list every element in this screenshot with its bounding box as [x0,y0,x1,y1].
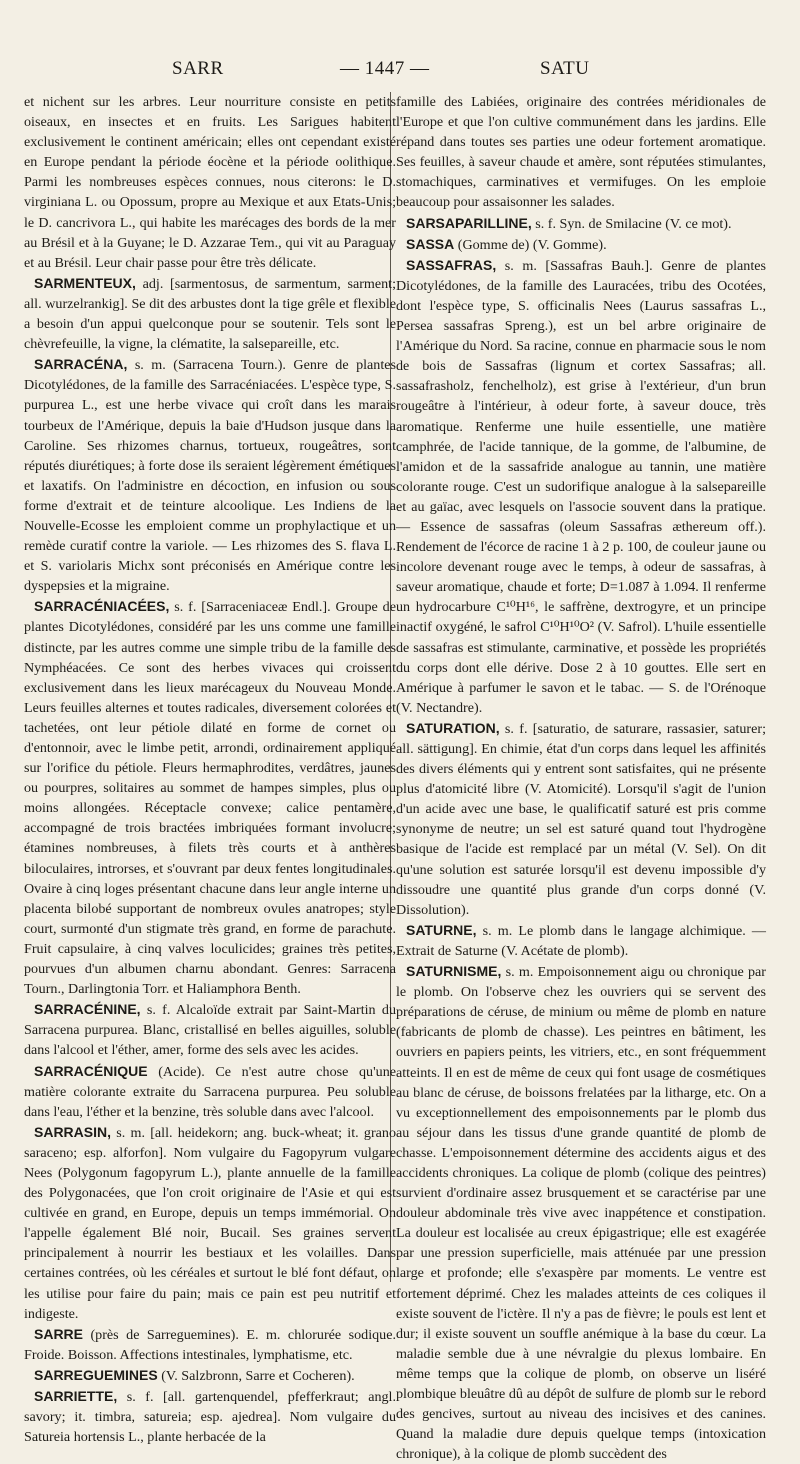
dictionary-entry [24,1324,396,1365]
right-column [396,92,766,1463]
dictionary-entry [396,718,766,920]
entry-headword: SARSAPARILLINE, [406,214,532,231]
dictionary-entry [396,920,766,961]
left-column [24,92,396,1446]
page-header [0,58,800,88]
entry-continuation [396,92,766,213]
entry-headword: SATURATION, [406,719,500,736]
dictionary-entry [24,1122,396,1324]
entry-text: s. f. Syn. de Smilacine (V. ce mot). [531,215,732,232]
entry-headword: SARRE [34,1325,84,1342]
dictionary-entry [24,999,396,1060]
entry-headword: SARRACÉNA, [34,356,128,373]
entry-text: famille des Labiées, originaire des contrées méridionales de l'Europe et que l'on cultive communément dans les jardins. Elle répand dans toutes ses parties une odeur fortement aromatique. Ses feuilles, à saveur chaude et amère, sont réputées stimulantes, stomachiques, carminatives et vermifuges. On les emploie beaucoup pour assaisonner les salades. [396,94,766,211]
dictionary-entry [396,255,766,718]
entry-text: (Gomme de) (V. Gomme). [454,236,607,253]
page-number: — 1447 — [340,58,430,79]
entry-continuation [24,92,396,273]
dictionary-entry [24,596,396,999]
entry-text: s. m. (Sarracena Tourn.). Genre de plantes Dicotylédones, de la famille des Sarracéniacées. L'espèce type, S. purpurea L., est une herbe vivace qui croît dans les marais tourbeux de l'Amérique, depuis la baie d'Hudson jusque dans la Caroline. Ses rhizomes charnus, tortueux, rougeâtres, sont réputés diurétiques; à forte dose ils seraient légèrement émétiques et laxatifs. On l'administre en décoction, en infusion ou sous forme d'extrait et de teinture alcoolique. Les Indiens de la Nouvelle-Ecosse les emploient comme un prophylactique et un remède curatif contre la variole. — Les rhizomes des S. flava L. et S. variolaris Michx sont préconisés en Amérique contre les dyspepsies et la migraine. [24,357,396,595]
entry-headword: SATURNE, [406,921,477,938]
entry-text: adj. [sarmentosus, de sarmentum, sarment; all. wurzelrankig]. Se dit des arbustes dont la tige grêle et flexible a besoin d'un appui quelconque pour se soutenir. Tels sont le chèvrefeuille, la vigne, la clématite, la salsepareille, etc. [24,275,396,353]
entry-headword: SARRACÉNIQUE [34,1062,148,1079]
entry-text: s. f. [all. gartenquendel, pfefferkraut; angl. savory; it. timbra, satureia; esp. ajedrea]. Nom vulgaire du Satureia hortensis L., plante herbacée de la [24,1389,396,1446]
header-right-running-word: SATU [540,58,590,79]
dictionary-entry [24,1365,396,1386]
dictionary-entry [396,961,766,1464]
entry-headword: SARMENTEUX, [34,274,136,291]
entry-text: s. m. [Sassafras Bauh.]. Genre de plantes Dicotylédones, de la famille des Lauracées, tribu des Ocotées, dont l'espèce type, S. officinalis Nees (Laurus sassafras L., Persea sassafras Spreng.), est un bel arbre originaire de l'Amérique du Nord. Sa racine, connue en pharmacie sous le nom de bois de Sassafras (lignum et cortex Sassafras; all. sassafrasholz, fenchelholz), est grise à l'extérieur, d'un brun rougeâtre à l'intérieur, à odeur forte, à saveur douce, très aromatique. Renferme une huile essentielle, une matière camphrée, de l'acide tannique, de la gomme, de l'albumine, de l'amidon et de la sassafride analogue au tannin, une matière colorante rouge. C'est un sudorifique analogue à la salsepareille et au gaïac, avec lesquels on l'associe souvent dans la pratique. — Essence de sassafras (oleum Sassafras æthereum off.). Rendement de l'écorce de racine 1 à 2 p. 100, de couleur jaune ou incolore devenant rouge avec le temps, à odeur de sassafras, à saveur aromatique, chaude et forte; D=1.087 à 1.094. Il renferme un hydrocarbure C¹⁰H¹⁶, le saffrène, dextrogyre, et un principe inactif oxygéné, le safrol C¹⁰H¹⁰O² (V. Safrol). L'huile essentielle de sassafras est stimulante, carminative, et possède les propriétés du corps dont elle dérive. Dose 2 à 10 gouttes. Elle sert en Amérique à parfumer le savon et le tabac. — S. de l'Orénoque (V. Nectandre). [396,257,766,716]
dictionary-entry [24,1061,396,1122]
entry-text: s. m. Le plomb dans le langage alchimique. — Extrait de Saturne (V. Acétate de plomb). [396,922,766,959]
dictionary-entry [24,354,396,596]
entry-text: s. f. [Sarraceniaceæ Endl.]. Groupe de plantes Dicotylédones, considéré par les uns comme une famille distincte, par les autres comme une simple tribu de la famille des Nymphéacées. Ce sont des herbes vivaces qui croissent exclusivement dans les lieux marécageux du Nouveau Monde. Leurs feuilles alternes et toutes radicales, diversement colorées et tachetées, ont leur pétiole dilaté en forme de cornet ou d'entonnoir, avec le limbe petit, arrondi, ordinairement appliqué sur l'orifice du pétiole. Fleurs hermaphrodites, verdâtres, jaunes ou pourpres, solitaires au sommet de hampes simples, plus ou moins allongées. Réceptacle convexe; calice pentamère, accompagné de trois bractées imbriquées formant involucre; étamines nombreuses, à filets très courts et à anthères biloculaires, introrses, et s'ouvrant par deux fentes longitudinales. Ovaire à cinq loges présentant chacune dans leur angle interne un placenta bilobé supportant de nombreux ovules anatropes; style court, surmonté d'un stigmate très grand, en forme de parachute. Fruit capsulaire, à cinq valves loculicides; graines très petites, pourvues d'un albumen charnu abondant. Genres: Sarracena Tourn., Darlingtonia Torr. et Haliamphora Benth. [24,599,396,998]
entry-headword: SASSA [406,235,455,252]
dictionary-entry [396,234,766,255]
entry-headword: SARRACÉNIACÉES, [34,598,170,615]
entry-text: s. f. [saturatio, de saturare, rassasier, saturer; all. sättigung]. En chimie, état d'un corps dans lequel les affinités des divers éléments qui y entrent sont satisfaites, qui ne présente plus d'atomicité libre (V. Atomicité). Lorsqu'il s'agit de l'union d'un acide avec une base, le qualificatif saturé est pris comme synonyme de neutre; un sel est saturé quand tout l'hydrogène basique de l'acide est remplacé par un métal (V. Sel). On dit qu'une solution est saturée lorsqu'il est devenu impossible d'y dissoudre une quantité plus grande d'un corps donné (V. Dissolution). [396,720,766,918]
entry-headword: SATURNISME, [406,963,502,980]
entry-text: (près de Sarreguemines). E. m. chlorurée sodique. Froide. Boisson. Affections intestinales, lymphatisme, etc. [24,1326,396,1363]
header-left-running-word: SARR [172,58,224,79]
entry-headword: SARREGUEMINES [34,1366,158,1383]
entry-headword: SARRASIN, [34,1123,112,1140]
entry-text: s. f. Alcaloïde extrait par Saint-Martin du Sarracena purpurea. Blanc, cristallisé en belles aiguilles, soluble dans l'alcool et l'éther, amer, forme des sels avec les acides. [24,1002,396,1059]
dictionary-entry [24,273,396,354]
entry-text: (V. Salzbronn, Sarre et Cocheren). [157,1367,355,1384]
entry-headword: SARRIETTE, [34,1388,118,1404]
entry-text: et nichent sur les arbres. Leur nourriture consiste en petits oiseaux, en insectes et en fruits. Les Sarigues habitent exclusivement le continent américain; elles ont cependant existé en Europe pendant la période éocène et la période oolithique. Parmi les nombreuses espèces connues, nous citerons: le D. virginiana L. ou Opossum, propre au Mexique et aux Etats-Unis; le D. cancrivora L., qui habite les marécages des bords de la mer au Brésil et à la Guyane; le D. Azzarae Tem., qui vit au Paraguay et au Brésil. Leur chair passe pour être très délicate. [24,94,396,271]
dictionary-entry [396,213,766,234]
entry-headword: SARRACÉNINE, [34,1001,141,1018]
entry-headword: SASSAFRAS, [406,256,497,273]
entry-text: s. m. Empoisonnement aigu ou chronique par le plomb. On l'observe chez les ouvriers qui se servent des préparations de céruse, de minium ou même de plomb en nature (fabricants de plomb de chasse). Les peintres en bâtiment, les ouvriers en papiers peints, les vitriers, etc., en sont fréquemment atteints. Il en est de même de ceux qui font usage de cosmétiques au blanc de céruse, de boissons frelatées par la litharge, etc. On a vu exceptionnellement des empoisonnements par le plomb dus au séjour dans les tissus d'une grande quantité de plomb de chasse. L'empoisonnement détermine des accidents aigus et des accidents chroniques. La colique de plomb (colique des peintres) survient d'ordinaire assez brusquement et se caractérise par une douleur abdominale très vive avec inappétence et constipation. La douleur est localisée au creux épigastrique; elle est exagérée par une pression superficielle, mais atténuée par une pression large et profonde; elle s'exaspère par moments. Le ventre est fortement déprimé. Chez les malades atteints de ces coliques il existe souvent de l'ictère. Il n'y a pas de fièvre; le pouls est lent et dur; il existe souvent un souffle anémique à la base du cœur. La maladie semble due à une névralgie du plexus lombaire. En même temps que la colique de plomb, on observe un liséré plombique bleuâtre dû au dépôt de sulfure de plomb sur le rebord des gencives, surtout au niveau des incisives et des canines. Quand la maladie dure depuis quelque temps (intoxication chronique), à la colique de plomb succèdent des [396,964,766,1463]
entry-text: (Acide). Ce n'est autre chose qu'une matière colorante extraite du Sarracena purpurea. Peu soluble dans l'eau, l'éther et la benzine, très soluble dans avec l'alcool. [24,1063,396,1120]
dictionary-entry [24,1386,396,1447]
entry-text: s. m. [all. heidekorn; ang. buck-wheat; it. grano saraceno; esp. alforfon]. Nom vulgaire du Fagopyrum vulgare Nees (Polygonum fagopyrum L.), plante annuelle de la famille des Polygonacées, que l'on croit originaire de l'Asie et qui est cultivée en grand, en Europe, depuis un temps immémorial. On l'appelle également Blé noir, Bucail. Ses graines servent principalement à nourrir les bestiaux et les volailles. Dans certaines contrées, où les céréales et surtout le blé font défaut, on les utilise pour faire du pain; mais ce pain est peu nutritif et indigeste. [24,1124,396,1322]
